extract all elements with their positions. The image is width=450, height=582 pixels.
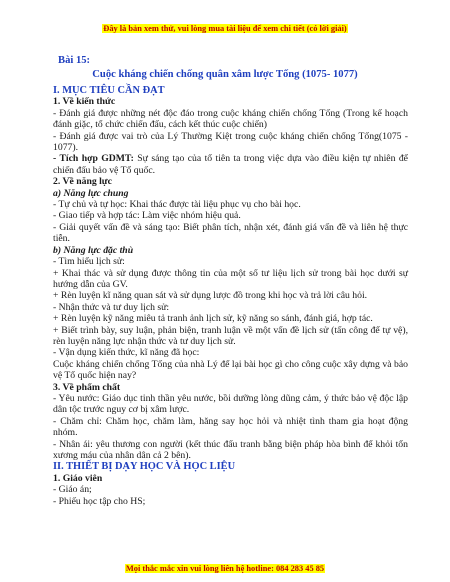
- document-body: [53, 85, 408, 507]
- gdmt-text: Sự sáng tạo của tổ tiên ta trong việc dựa vào điều kiện tự nhiên để chiến đấu bảo vệ Tổ quốc.: [53, 153, 408, 176]
- competency-heading: 2. Về năng lực: [53, 176, 112, 188]
- general-competency-2: - Giao tiếp và hợp tác: Làm việc nhóm hiệu quả.: [53, 210, 241, 222]
- hotline-banner: [0, 563, 450, 574]
- specific-competency-4: - Nhận thức và tư duy lịch sử:: [53, 301, 170, 313]
- lesson-label: Bài 15:: [58, 55, 91, 66]
- quality-2: - Chăm chỉ: Chăm học, chăm làm, hăng say học hỏi và nhiệt tình tham gia hoạt động nhóm.: [53, 415, 408, 439]
- knowledge-item-1: - Đánh giá được những nét độc đáo trong cuộc kháng chiến chống Tống (Trong kế hoạch đánh giặc, tổ chức chiến đấu, cách kết thúc cuộc chiến): [53, 107, 408, 131]
- quality-1: - Yêu nước: Giáo dục tinh thần yêu nước, bồi dưỡng lòng dũng cảm, ý thức bảo vệ độc lập dân tộc trước nguy cơ bị xâm lược.: [53, 392, 408, 416]
- specific-competency-7: - Vận dụng kiến thức, kĩ năng đã học:: [53, 347, 200, 359]
- section-equipment-heading: II. THIẾT BỊ DẠY HỌC VÀ HỌC LIỆU: [53, 461, 236, 473]
- specific-competency-2: + Khai thác và sử dụng được thông tin của một số tư liệu lịch sử trong bài học dưới sự hướng dẫn của GV.: [53, 267, 408, 290]
- lesson-title: Cuộc kháng chiến chống quân xâm lược Tống (1075- 1077): [92, 69, 358, 80]
- preview-notice-banner: [0, 23, 450, 34]
- teacher-heading: 1. Giáo viên: [53, 472, 103, 484]
- specific-competency-1: - Tìm hiểu lịch sử:: [53, 256, 125, 268]
- teacher-item-2: - Phiếu học tập cho HS;: [53, 495, 146, 507]
- qualities-heading: 3. Về phẩm chất: [53, 381, 121, 393]
- gdmt-lead: - Tích hợp GDMT:: [53, 153, 134, 165]
- specific-competency-8: Cuộc kháng chiến chống Tống của nhà Lý để lại bài học gì cho công cuộc xây dựng và bảo vệ Tổ quốc hiện nay?: [53, 358, 408, 382]
- knowledge-heading: 1. Về kiến thức: [53, 96, 116, 108]
- specific-competency-5: + Rèn luyện kỹ năng miêu tả tranh ảnh lịch sử, kỹ năng so sánh, đánh giá, hợp tác.: [53, 313, 373, 325]
- general-competency-3: - Giải quyết vấn đề và sáng tạo: Biết phân tích, nhận xét, đánh giá vấn đề và liên hệ thực tiễn.: [53, 221, 408, 245]
- general-competency-1: - Tự chủ và tự học: Khai thác được tài liệu phục vụ cho bài học.: [53, 199, 301, 211]
- specific-competency-heading: b) Năng lực đặc thù: [53, 244, 134, 256]
- knowledge-item-2: - Đánh giá được vai trò của Lý Thường Kiệt trong cuộc kháng chiến chống Tống(1075 - 1077).: [53, 130, 408, 154]
- hotline-text: Mọi thắc mắc xin vui lòng liên hệ hotline: 084 283 45 85: [125, 564, 325, 573]
- section-objectives-heading: I. MỤC TIÊU CẦN ĐẠT: [53, 85, 165, 96]
- general-competency-heading: a) Năng lực chung: [53, 187, 129, 199]
- teacher-item-1: - Giáo án;: [53, 484, 92, 496]
- specific-competency-3: + Rèn luyện kĩ năng quan sát và sử dụng lược đồ trong khi học và trả lời câu hỏi.: [53, 290, 368, 302]
- knowledge-item-3: [53, 153, 408, 176]
- quality-3: - Nhân ái: yêu thương con người (kết thúc đấu tranh bằng biện pháp hòa bình để khỏi tổn xương máu của nhân dân cả 2 bên).: [53, 438, 408, 461]
- preview-notice-text: Đây là bản xem thử, vui lòng mua tài liệu để xem chi tiết (có lời giải): [103, 24, 347, 33]
- specific-competency-6: + Biết trình bày, suy luận, phản biện, tranh luận về một vấn đề lịch sử (tấn công để tự vệ), rèn luyện năng lực nhận thức và tư duy lịch sử.: [53, 324, 408, 347]
